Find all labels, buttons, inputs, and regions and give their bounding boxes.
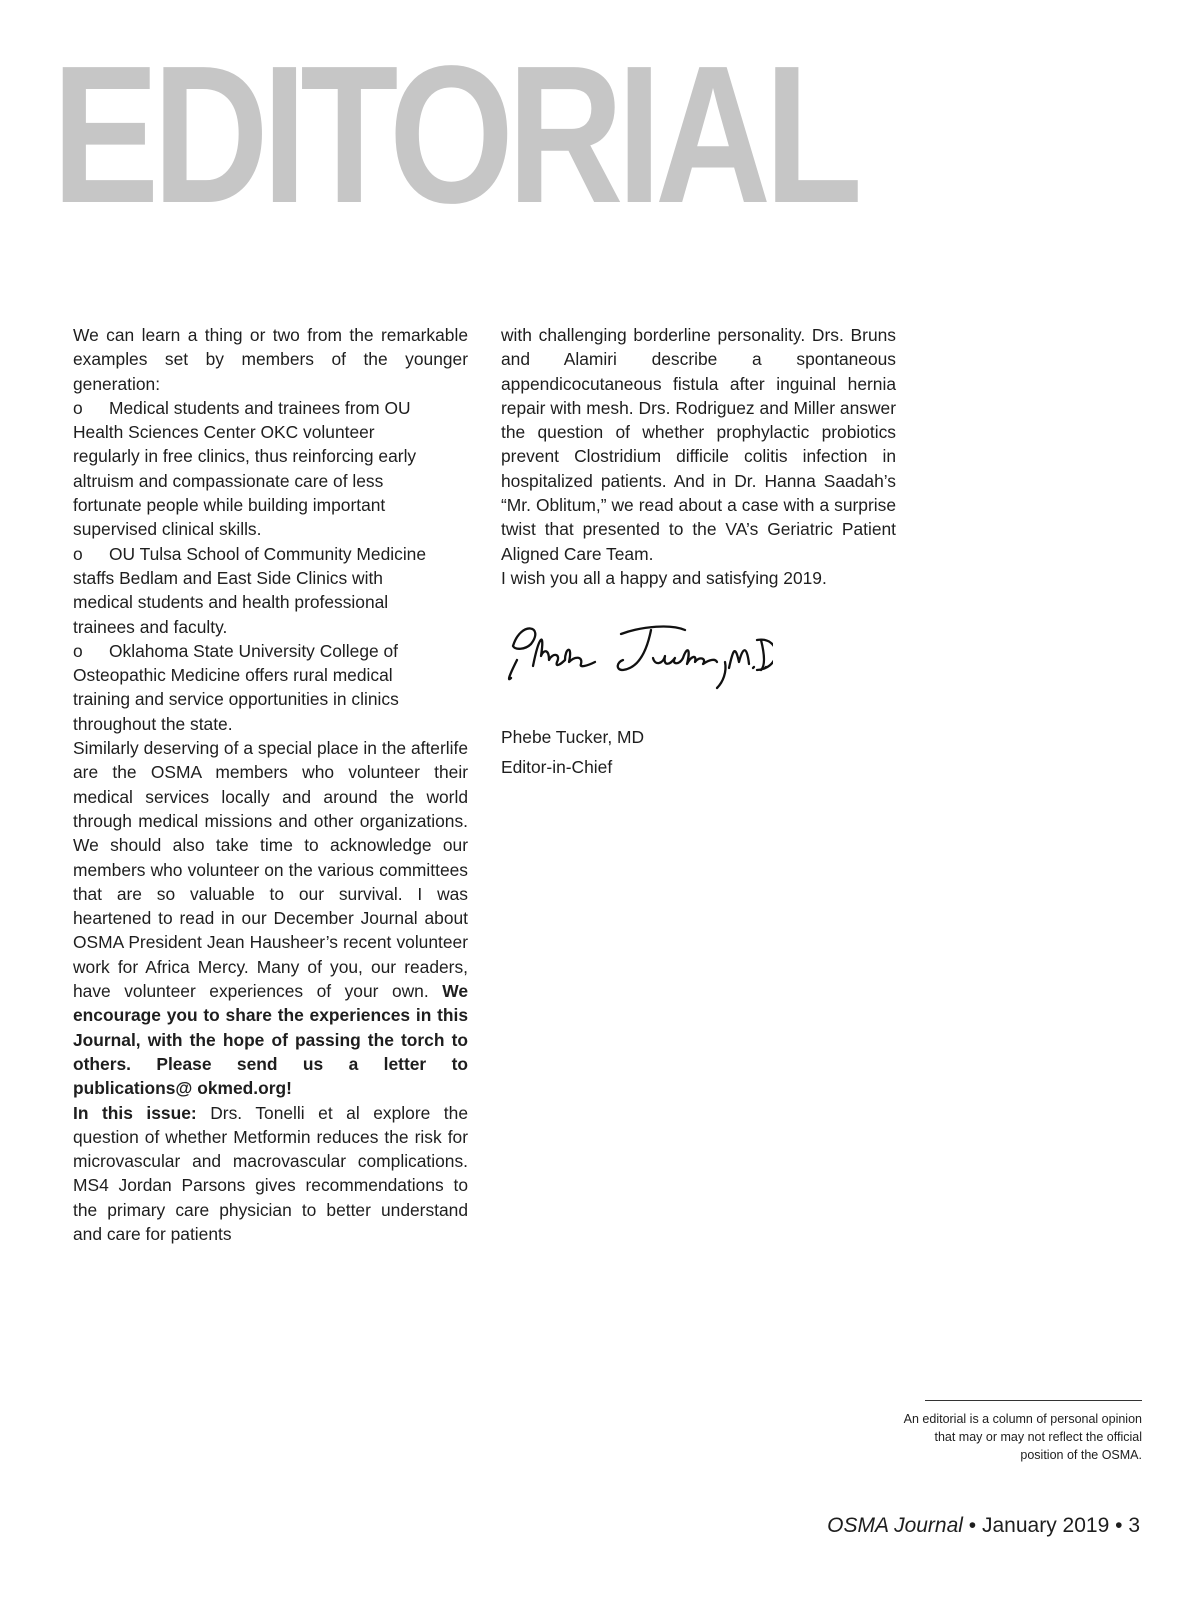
bullet-marker: o (73, 543, 83, 564)
list-item (73, 639, 433, 736)
volunteer-paragraph (73, 736, 468, 1100)
issue-date: January 2019 (982, 1514, 1110, 1537)
bullet-marker: o (73, 640, 83, 661)
list-item (73, 396, 433, 542)
page-number: 3 (1128, 1514, 1140, 1537)
author-name: Phebe Tucker, MD (501, 727, 645, 748)
signature-image (503, 616, 773, 700)
disclaimer-divider (925, 1400, 1142, 1401)
right-column (501, 323, 896, 782)
call-to-action: We encourage you to share the experiences in this Journal, with the hope of passing the torch to others. Please send us a letter to publications@ okmed.org! (73, 981, 468, 1099)
volunteer-text: Similarly deserving of a special place in the afterlife are the OSMA members who volunteer their medical services locally and around the world through medical missions and other organizations. We should also take time to acknowledge our members who volunteer on the various committees that are so valuable to our survival. I was heartened to read in our December Journal about OSMA President Jean Hausheer’s recent volunteer work for Africa Mercy. Many of you, our readers, have volunteer experiences of your own. (73, 738, 468, 1002)
closing-line: I wish you all a happy and satisfying 2019. (501, 567, 827, 588)
list-item-text: OU Tulsa School of Community Medicine staffs Bedlam and East Side Clinics with medical students and health professional trainees and faculty. (73, 543, 427, 637)
list-item (73, 542, 433, 639)
list-item-text: Oklahoma State University College of Osteopathic Medicine offers rural medical training and service opportunities in clinics throughout the state. (73, 640, 399, 734)
author-block (501, 722, 896, 782)
masthead-title: EDITORIAL (52, 25, 857, 244)
in-this-issue-label: In this issue: (73, 1102, 197, 1123)
bullet-marker: o (73, 397, 83, 418)
disclaimer-note: An editorial is a column of personal opinion that may or may not reflect the official position of the OSMA. (903, 1412, 1142, 1462)
author-title: Editor-in-Chief (501, 757, 613, 778)
signature-drawing (503, 616, 773, 700)
left-column (73, 323, 468, 1246)
intro-paragraph: We can learn a thing or two from the remarkable examples set by members of the younger generation: (73, 325, 468, 394)
footer-separator: • (968, 1514, 977, 1537)
footer-separator: • (1115, 1514, 1123, 1537)
page-footer (827, 1512, 1140, 1540)
in-this-issue-paragraph (73, 1101, 468, 1247)
in-this-issue-continued: with challenging borderline personality. Drs. Bruns and Alamiri describe a spontaneous appendicocutaneous fistula after inguinal hernia repair with mesh. Drs. Rodriguez and Miller answer the question of whether prophylactic probiotics prevent Clostridium difficile colitis infection in hospitalized patients. And in Dr. Hanna Saadah’s “Mr. Oblitum,” we read about a case with a surprise twist that presented to the VA’s Geriatric Patient Aligned Care Team. (501, 325, 896, 564)
in-this-issue-text: Drs. Tonelli et al explore the question of whether Metformin reduces the risk for microvascular and macrovascular complications. MS4 Jordan Parsons gives recommendations to the primary care physician to better understand and care for patients (73, 1102, 468, 1244)
journal-name: OSMA Journal (827, 1514, 963, 1537)
list-item-text: Medical students and trainees from OU Health Sciences Center OKC volunteer regularly in free clinics, thus reinforcing early altruism and compassionate care of less fortunate people while building important supervised clinical skills. (73, 397, 417, 540)
